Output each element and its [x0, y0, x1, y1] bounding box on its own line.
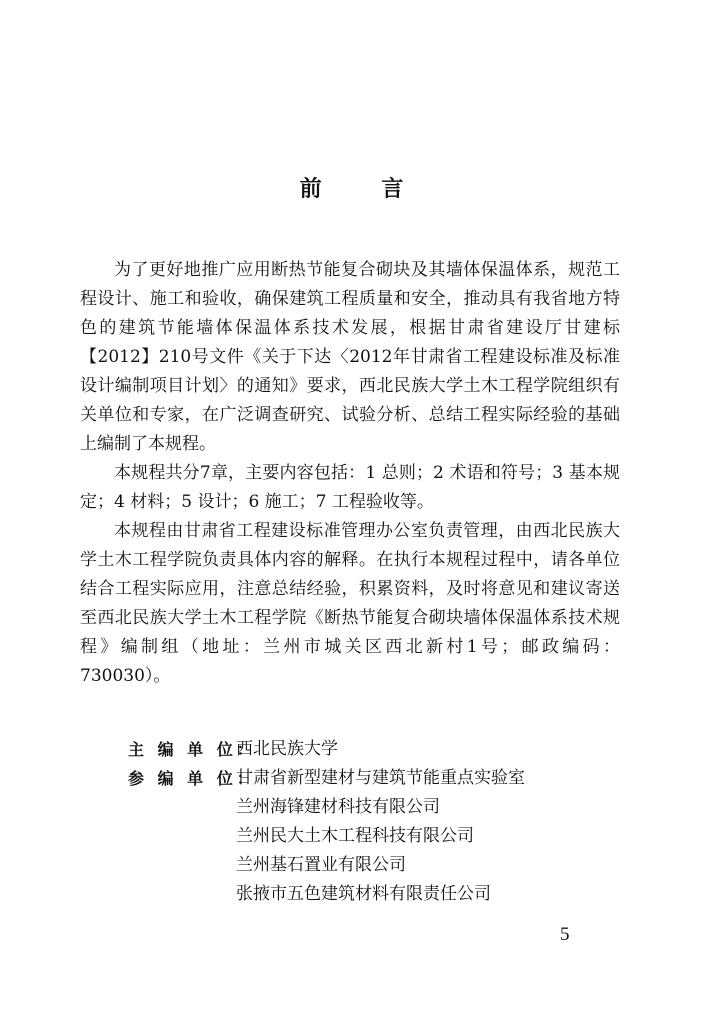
preface-body	[80, 256, 620, 691]
participating-unit: 甘肃省新型建材与建筑节能重点实验室	[236, 768, 525, 788]
participating-unit: 张掖市五色建筑材料有限责任公司	[236, 884, 491, 904]
participating-unit: 兰州海锋建材科技有限公司	[236, 797, 440, 817]
chief-editor-label: 主 编 单 位：	[128, 740, 257, 759]
page-number: 5	[560, 924, 570, 945]
paragraph-purpose: 为了更好地推广应用断热节能复合砌块及其墙体保温体系，规范工程设计、施工和验收，确保建筑工程质量和安全，推动具有我省地方特色的建筑节能墙体保温体系技术发展，根据甘肃省建设厅甘建标【2012】210号文件《关于下达〈2012年甘肃省工程建设标准及标准设计编制项目计划〉的通知》要求，西北民族大学土木工程学院组织有关单位和专家，在广泛调查研究、试验分析、总结工程实际经验的基础上编制了本规程。	[80, 260, 620, 454]
chief-editor-unit: 西北民族大学	[236, 739, 338, 759]
participating-editor-list	[236, 764, 525, 909]
page-title: 前 言	[299, 177, 430, 202]
participating-unit: 兰州基石置业有限公司	[236, 855, 406, 875]
participating-unit: 兰州民大土木工程科技有限公司	[236, 826, 474, 846]
editing-units	[128, 735, 608, 909]
paragraph-contents: 本规程共分7章，主要内容包括：1 总则；2 术语和符号；3 基本规定；4 材料；5 设计；6 施工；7 工程验收等。	[80, 463, 620, 512]
chief-editor-row	[128, 735, 608, 764]
participating-editor-row	[128, 764, 608, 909]
chief-editor-list	[236, 735, 338, 764]
paragraph-management: 本规程由甘肃省工程建设标准管理办公室负责管理，由西北民族大学土木工程学院负责具体内容的解释。在执行本规程过程中，请各单位结合工程实际应用，注意总结经验，积累资料，及时将意见和建议寄送至西北民族大学土木工程学院《断热节能复合砌块墙体保温体系技术规程》编制组（地址：兰州市城关区西北新村1号；邮政编码：730030）。	[80, 521, 620, 686]
participating-editor-label: 参 编 单 位：	[128, 769, 257, 788]
